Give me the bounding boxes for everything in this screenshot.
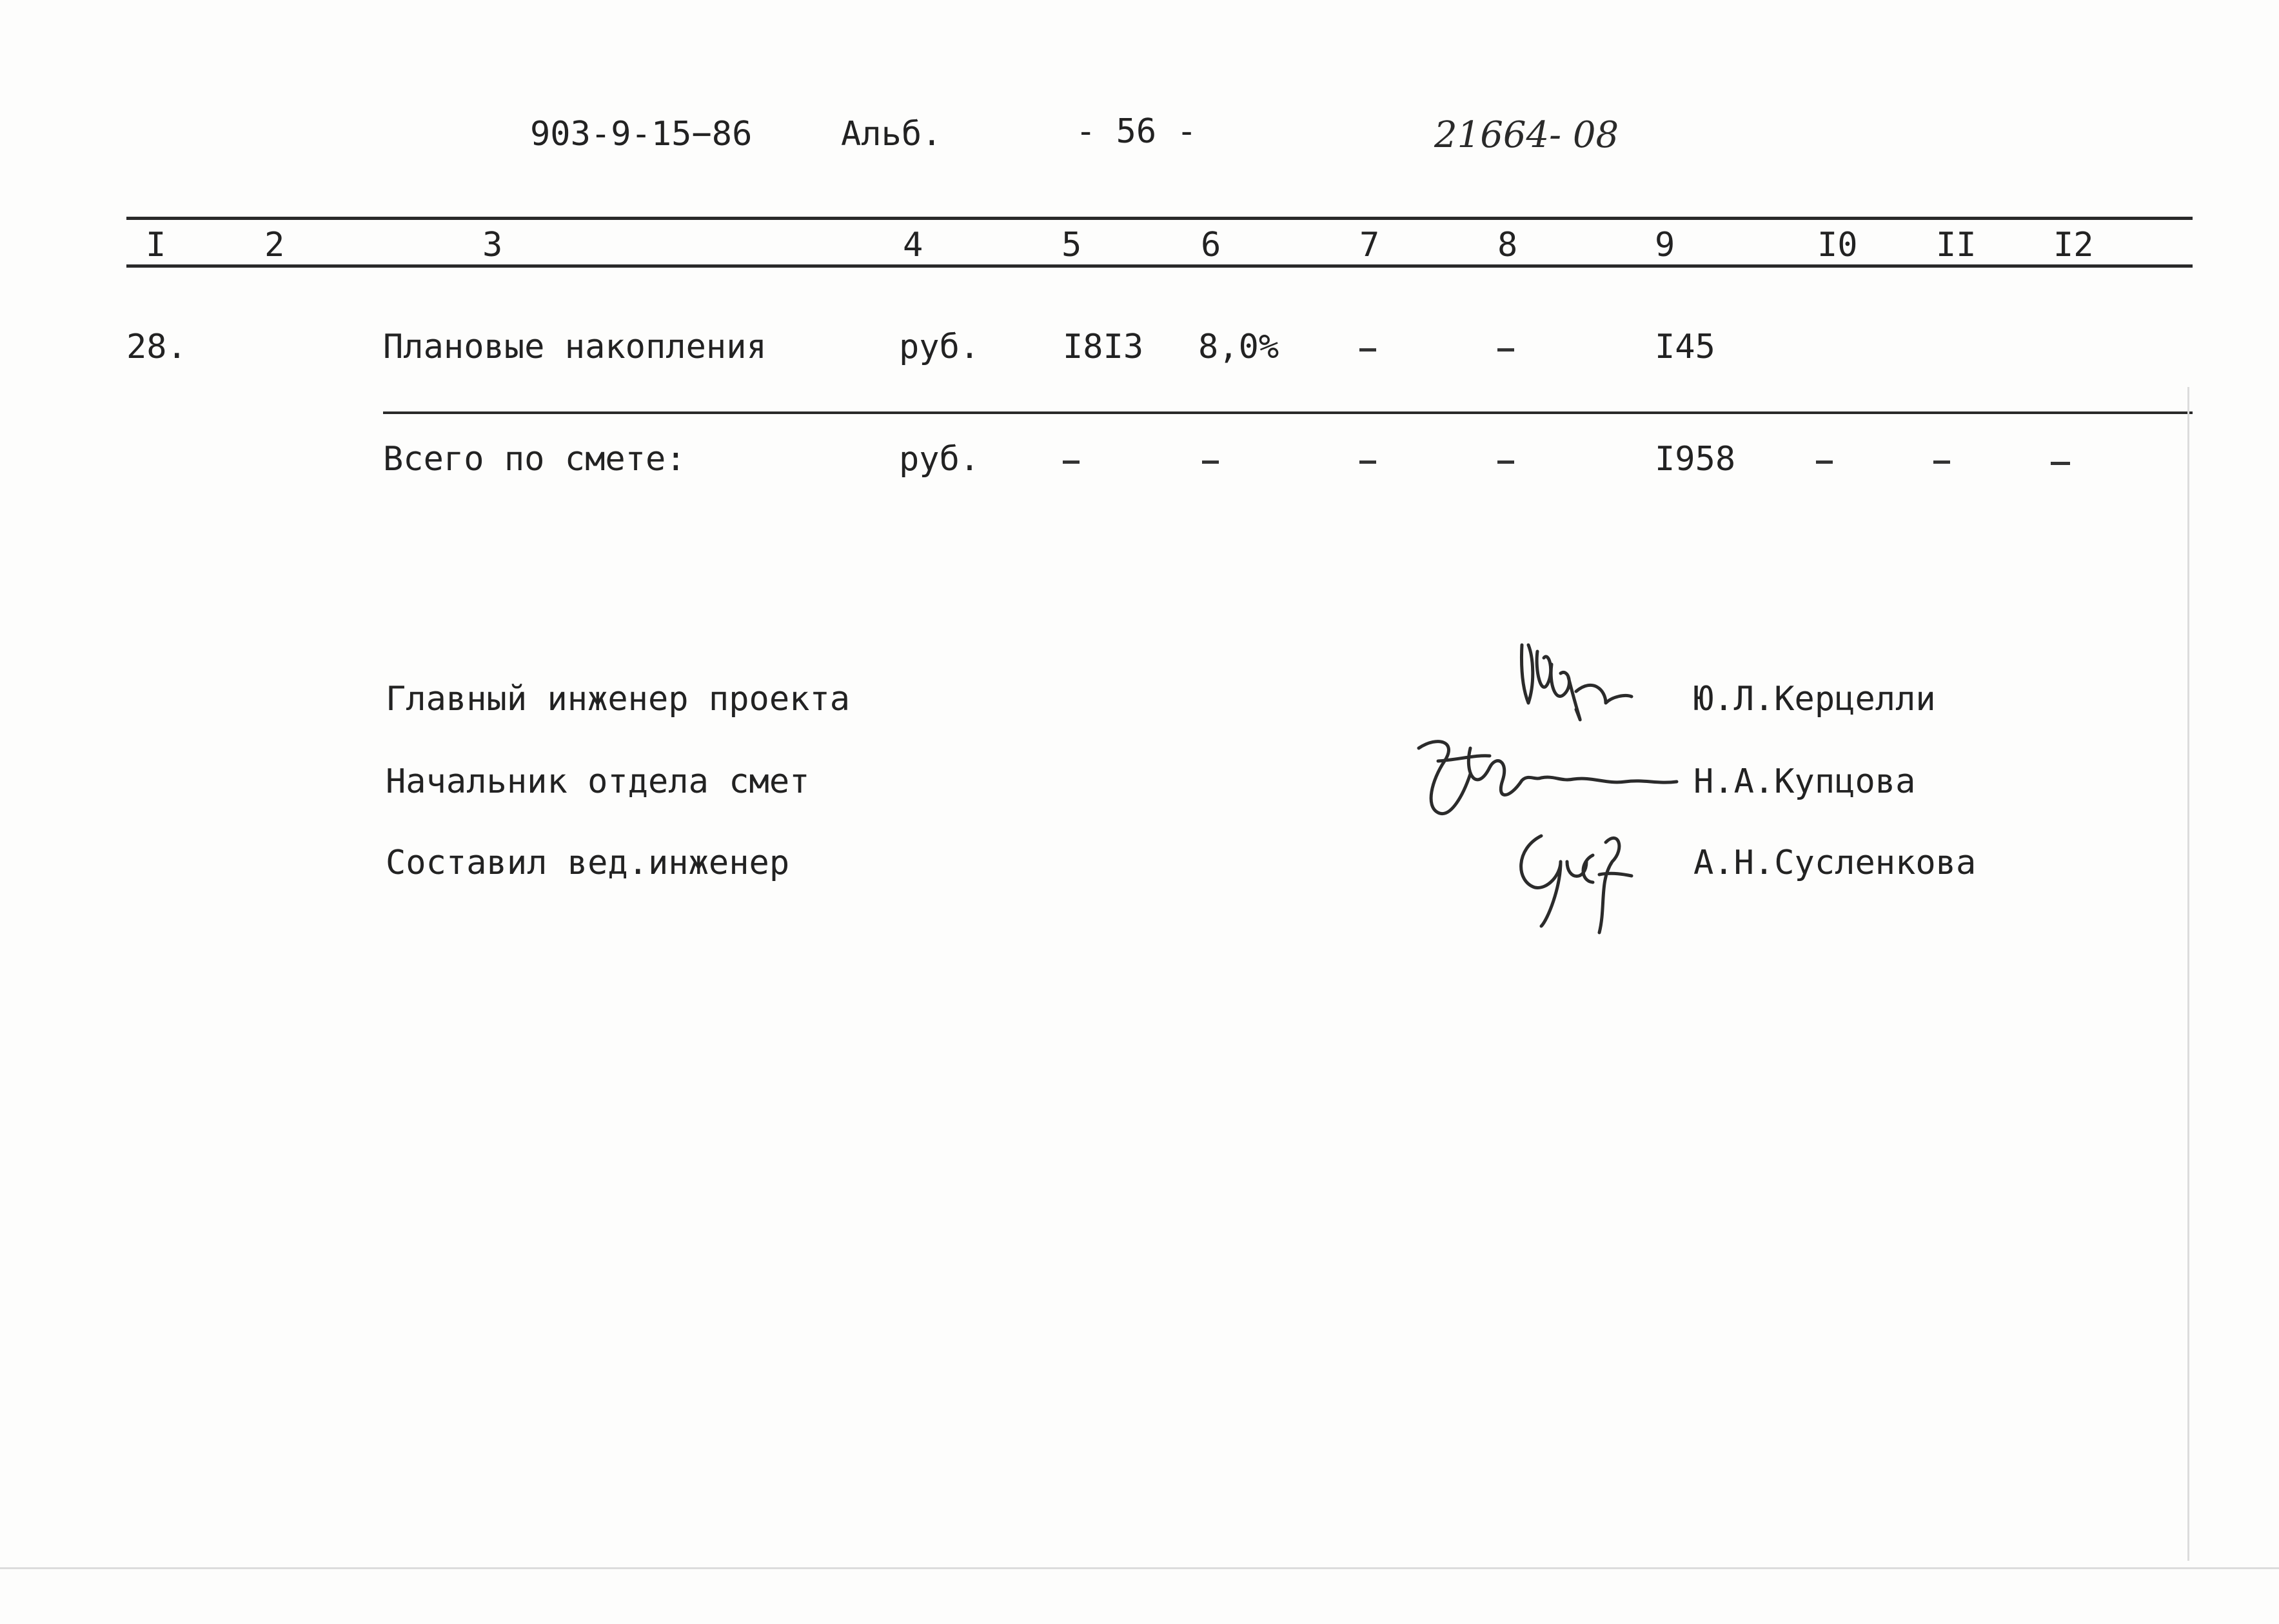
album-label: Альб. [841,115,942,153]
row-cell-5: I8I3 [1063,328,1144,366]
row-name: Плановые накопления [383,328,767,366]
total-cell-6-dash [1202,460,1219,464]
signature-role: Главный инженер проекта [386,680,851,718]
row-cell-6: 8,0% [1198,328,1279,366]
column-header: 2 [264,226,285,264]
total-cell-12-dash [2051,462,2070,465]
signature-name: Н.А.Купцова [1693,762,1916,801]
total-cell-5-dash [1063,460,1080,464]
row-cell-8-dash [1497,348,1514,352]
signature-name: А.Н.Сусленкова [1693,844,1977,882]
total-cell-8-dash [1497,460,1514,464]
doc-code: 903-9-15−86 [530,115,753,153]
signature-role: Начальник отдела смет [386,762,810,801]
column-header: 6 [1201,226,1221,264]
row-unit: руб. [899,328,980,366]
signature-scribble [1503,823,1651,939]
column-header: 4 [903,226,923,264]
page-number: - 56 - [1076,112,1197,151]
total-cell-9: I958 [1655,440,1736,479]
column-header: 3 [482,226,503,264]
signature-scribble [1399,722,1683,826]
scan-edge-line [0,1567,2279,1569]
column-header: 5 [1061,226,1082,264]
signature-name: Ю.Л.Керцелли [1693,680,1936,718]
total-cell-7-dash [1359,460,1376,464]
total-cell-11-dash [1933,460,1950,464]
header-bottom-rule [126,264,2193,268]
column-header: 8 [1497,226,1518,264]
total-cell-10-dash [1816,460,1833,464]
column-header: I [146,226,166,264]
row-cell-7-dash [1359,348,1376,352]
table-top-rule [126,217,2193,220]
signature-role: Составил вед.инженер [386,844,790,882]
column-header: 7 [1359,226,1380,264]
total-unit: руб. [899,440,980,479]
column-header: 9 [1655,226,1675,264]
row-cell-9: I45 [1655,328,1715,366]
scan-edge-line [2187,387,2189,1561]
column-header: I0 [1817,226,1858,264]
total-rule [383,411,2193,414]
column-header: I2 [2053,226,2094,264]
handwritten-number: 21664- 08 [1434,114,1619,156]
total-label: Всего по смете: [383,440,686,479]
column-header: II [1936,226,1977,264]
row-number: 28. [126,328,187,366]
